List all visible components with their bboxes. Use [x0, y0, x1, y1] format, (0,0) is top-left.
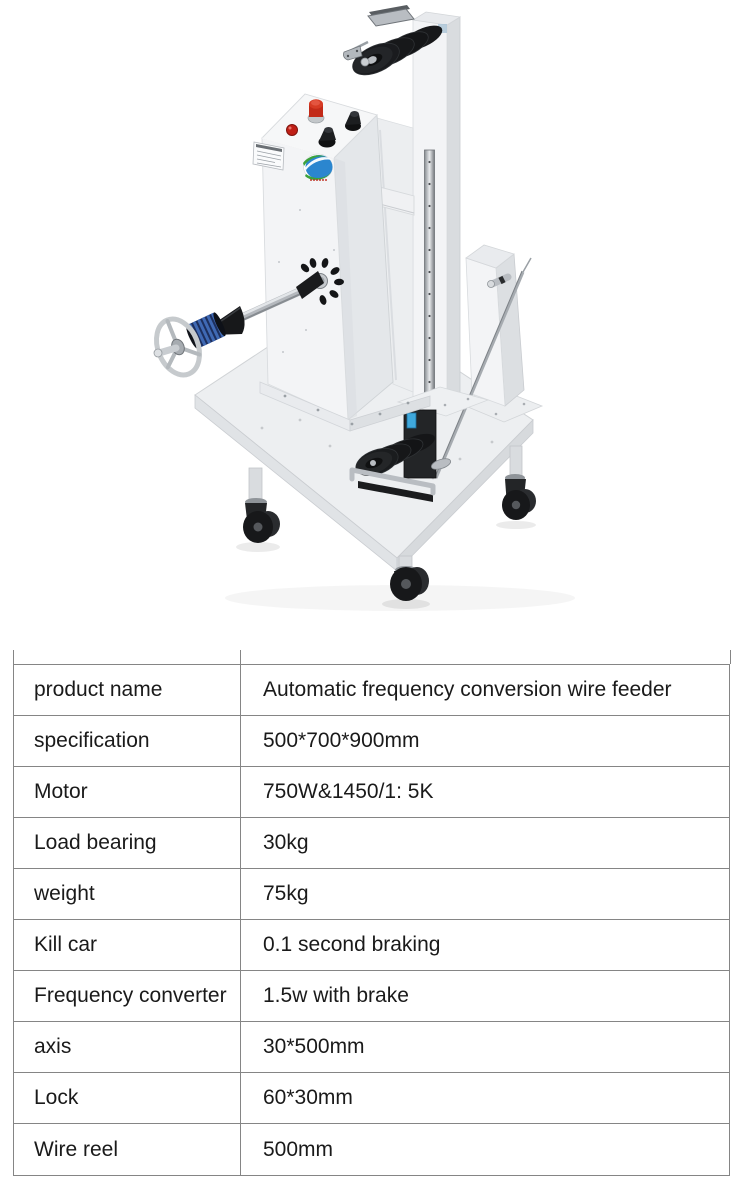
table-row	[14, 818, 729, 869]
spec-value: 750W&1450/1: 5K	[263, 780, 434, 804]
spec-label: axis	[14, 1022, 241, 1072]
specification-table	[13, 664, 730, 1176]
mast-column	[413, 12, 460, 408]
spec-value: 30*500mm	[263, 1035, 365, 1059]
spec-label: product name	[14, 665, 241, 715]
spec-label: Frequency converter	[14, 971, 241, 1021]
spec-value: 1.5w with brake	[263, 984, 409, 1008]
emergency-stop-button	[308, 99, 324, 123]
table-row	[14, 1073, 729, 1124]
spec-value: 60*30mm	[263, 1086, 353, 1110]
brand-logo	[303, 154, 333, 180]
spec-label: Load bearing	[14, 818, 241, 868]
spec-value: 30kg	[263, 831, 309, 855]
spec-value: 0.1 second braking	[263, 933, 441, 957]
table-row	[14, 1124, 729, 1175]
table-row	[14, 869, 729, 920]
spec-value: 75kg	[263, 882, 309, 906]
table-row	[14, 665, 729, 716]
table-border-stub	[730, 650, 731, 664]
spec-label: Lock	[14, 1073, 241, 1123]
spec-label: Wire reel	[14, 1124, 241, 1175]
table-row	[14, 920, 729, 971]
spec-label: specification	[14, 716, 241, 766]
carriage-sensor	[407, 413, 416, 428]
handwheel-axle-cap	[154, 349, 162, 357]
spec-label: Kill car	[14, 920, 241, 970]
spec-value: 500mm	[263, 1137, 334, 1161]
table-row	[14, 716, 729, 767]
table-row	[14, 971, 729, 1022]
caster-wheel-left	[243, 468, 280, 543]
roller-axle	[361, 58, 369, 66]
spec-label: Motor	[14, 767, 241, 817]
pilot-lamp	[287, 125, 298, 136]
spec-value: 500*700*900mm	[263, 729, 420, 753]
table-border-stub	[240, 650, 241, 664]
table-row	[14, 1022, 729, 1073]
table-border-stub	[13, 650, 14, 664]
spec-label: weight	[14, 869, 241, 919]
spec-value: Automatic frequency conversion wire feeder	[263, 678, 672, 702]
table-row	[14, 767, 729, 818]
